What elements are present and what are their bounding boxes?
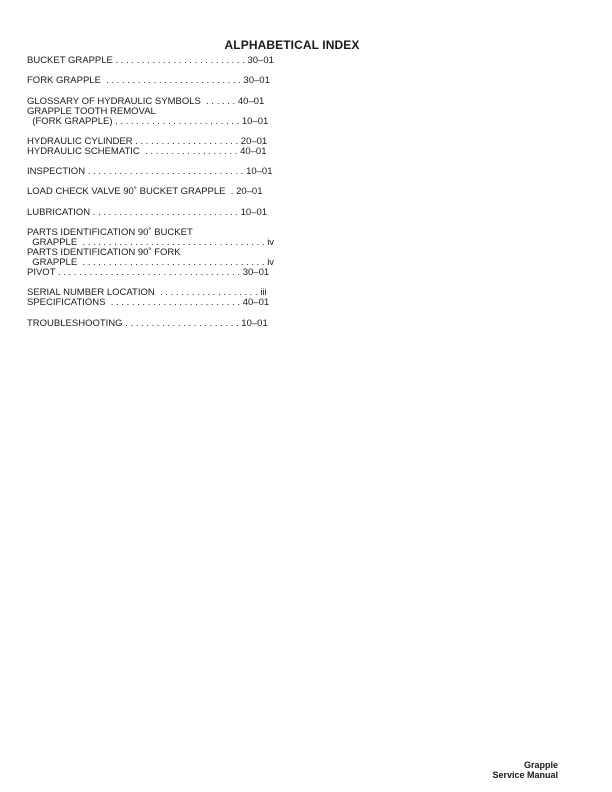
index-entry-lubrication: LUBRICATION . . . . . . . . . . . . . . . . . . . . . . . . . . . . 10–01 [27,207,268,218]
index-entry-specifications: SPECIFICATIONS . . . . . . . . . . . . . . . . . . . . . . . . . 40–01 [27,297,270,308]
index-entry-troubleshooting: TROUBLESHOOTING . . . . . . . . . . . . . . . . . . . . . . 10–01 [27,318,268,329]
page-title: ALPHABETICAL INDEX [224,38,360,52]
index-entry-pivot: PIVOT . . . . . . . . . . . . . . . . . . . . . . . . . . . . . . . . . . . 30–01 [27,267,270,278]
index-entry-hydraulic-cylinder: HYDRAULIC CYLINDER . . . . . . . . . . . . . . . . . . . . 20–01 [27,136,268,147]
index-entry-glossary: GLOSSARY OF HYDRAULIC SYMBOLS . . . . . . 40–01 [27,96,265,107]
index-entry-serial-number: SERIAL NUMBER LOCATION . . . . . . . . . . . . . . . . . . . iii [27,287,267,298]
index-entry-tooth-removal-cont: (FORK GRAPPLE) . . . . . . . . . . . . . . . . . . . . . . . . 10–01 [27,116,269,127]
index-entry-tooth-removal: GRAPPLE TOOTH REMOVAL [27,106,156,117]
index-entry-load-check-valve: LOAD CHECK VALVE 90˚ BUCKET GRAPPLE . 20–01 [27,186,263,197]
index-entry-fork-grapple: FORK GRAPPLE . . . . . . . . . . . . . . . . . . . . . . . . . . 30–01 [27,75,270,86]
index-entry-bucket-grapple: BUCKET GRAPPLE . . . . . . . . . . . . . . . . . . . . . . . . . 30–01 [27,55,274,66]
index-entry-parts-fork-cont: GRAPPLE . . . . . . . . . . . . . . . . . . . . . . . . . . . . . . . . . . . iv [27,257,275,268]
index-entry-parts-bucket: PARTS IDENTIFICATION 90˚ BUCKET [27,227,193,238]
footer-title: Grapple [523,760,558,770]
index-entry-parts-fork: PARTS IDENTIFICATION 90˚ FORK [27,247,181,258]
index-entry-parts-bucket-cont: GRAPPLE . . . . . . . . . . . . . . . . . . . . . . . . . . . . . . . . . . . iv [27,237,275,248]
index-entry-hydraulic-schematic: HYDRAULIC SCHEMATIC . . . . . . . . . . . . . . . . . . 40–01 [27,146,267,157]
footer [492,760,558,780]
footer-subtitle: Service Manual [492,770,558,780]
index-entry-inspection: INSPECTION . . . . . . . . . . . . . . . . . . . . . . . . . . . . . . 10–01 [27,166,273,177]
